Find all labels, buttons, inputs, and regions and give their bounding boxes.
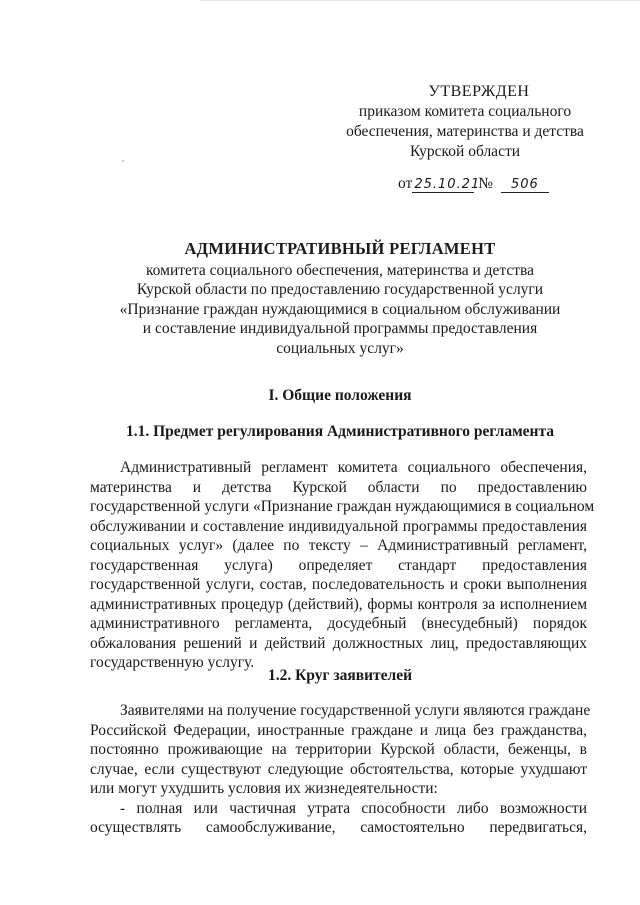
paragraph-line: постоянно проживающие на территории Курской области, беженцы, в xyxy=(90,741,587,758)
subsection-heading-subject: 1.1. Предмет регулирования Административного регламента xyxy=(125,423,555,440)
title-line-1: комитета социального обеспечения, материнства и детства xyxy=(145,261,535,279)
approval-line-2: обеспечения, материнства и детства xyxy=(346,123,584,140)
title-line-2: Курской области по предоставлению государственной услуги xyxy=(136,281,544,298)
paragraph-line: государственная услуга) определяет стандарт предоставления xyxy=(90,556,587,574)
date-prefix: от xyxy=(398,175,413,192)
section-heading-general: I. Общие положения xyxy=(268,387,412,404)
paragraph-subject xyxy=(90,458,595,673)
title-main: АДМИНИСТРАТИВНЫЙ РЕГЛАМЕНТ xyxy=(184,239,496,258)
title-line-4: и составление индивидуальной программы предоставления xyxy=(142,320,538,337)
paragraph-line: осуществлять самообслуживание, самостоятельно передвигаться, xyxy=(90,819,587,836)
title-line-5: социальных услуг» xyxy=(276,339,404,357)
paragraph-line: государственной услуги «Признание граждан нуждающимися в социальном xyxy=(90,498,595,515)
paragraph-line: Административный регламент комитета социального обеспечения, xyxy=(120,459,587,476)
paragraph-line: обжалования решений и действий должностных лиц, предоставляющих xyxy=(90,634,587,652)
paragraph-line: или могут ухудшить условия их жизнедеятельности: xyxy=(90,780,438,797)
scan-edge-line xyxy=(200,0,640,1)
approval-line-1: приказом комитета социального xyxy=(358,103,572,120)
paragraph-line: социальных услуг» (далее по тексту – Административный регламент, xyxy=(90,537,587,554)
paragraph-line: - полная или частичная утрата способности либо возможности xyxy=(120,799,587,817)
handwritten-date: 25.10.21 xyxy=(414,177,481,192)
title-line-3: «Признание граждан нуждающимися в социальном обслуживании xyxy=(119,300,561,318)
paragraph-line: административного регламента, досудебный (внесудебный) порядок xyxy=(90,615,587,632)
regulation-title xyxy=(80,239,600,358)
order-date-number xyxy=(398,175,549,193)
paragraph-line: Заявителями на получение государственной услуги являются граждане xyxy=(120,702,591,719)
paragraph-line: Российской Федерации, иностранные граждане и лица без гражданства, xyxy=(90,721,587,739)
paragraph-line: обслуживании и составление индивидуальной программы предоставления xyxy=(90,517,587,535)
paragraph-applicants xyxy=(90,701,591,838)
paragraph-line: материнства и детства Курской области по предоставлению xyxy=(90,478,587,496)
approval-heading: УТВЕРЖДЕН xyxy=(428,83,530,100)
paragraph-line: государственную услугу. xyxy=(90,654,255,671)
number-sign: № xyxy=(478,175,493,192)
subsection-heading-applicants: 1.2. Круг заявителей xyxy=(267,667,413,684)
approval-block xyxy=(330,82,600,162)
handwritten-number: 506 xyxy=(501,177,549,193)
paragraph-line: случае, если существуют следующие обстоятельства, которые ухудшают xyxy=(90,760,587,778)
approval-line-3: Курской области xyxy=(409,143,521,160)
paragraph-line: административных процедур (действий), формы контроля за исполнением xyxy=(90,595,587,613)
scan-speck xyxy=(122,160,124,162)
paragraph-line: государственной услуги, состав, последовательность и сроки выполнения xyxy=(90,576,587,593)
